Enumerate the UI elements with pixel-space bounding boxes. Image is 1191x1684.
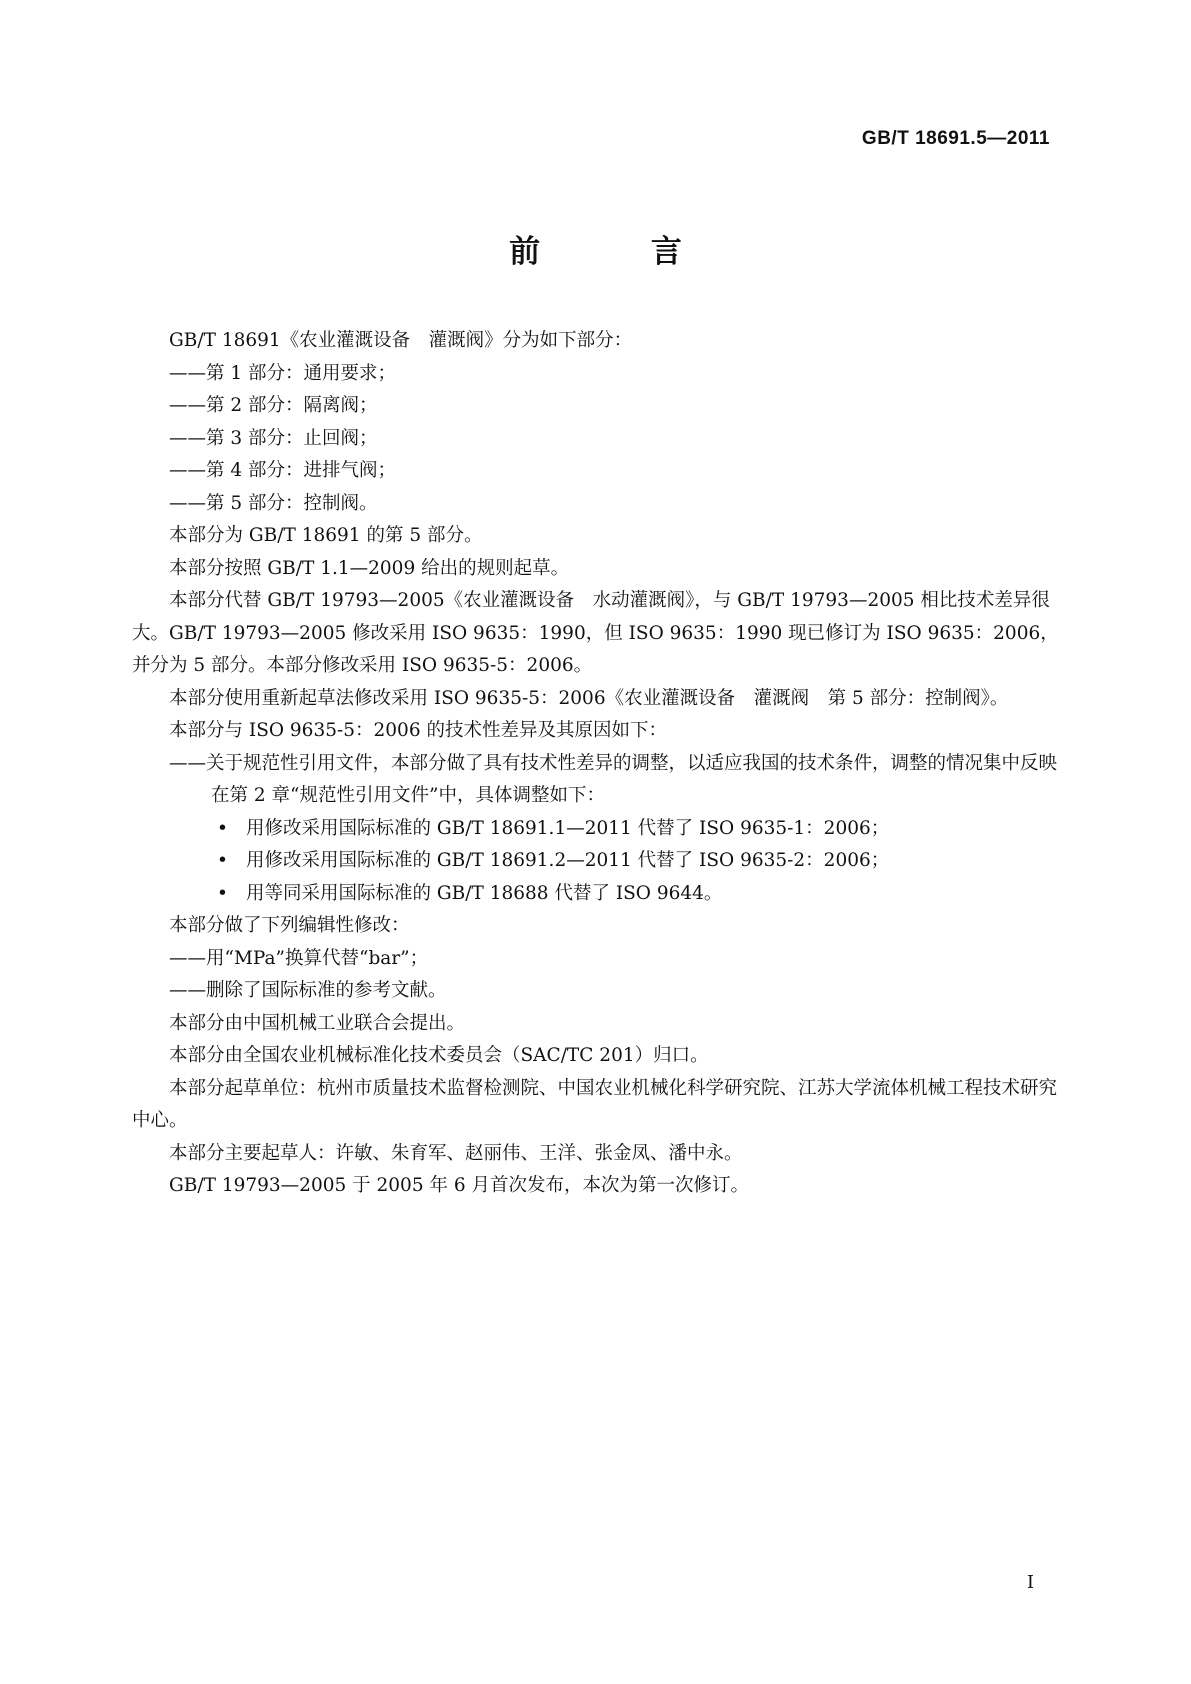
- page-number: I: [1026, 1572, 1034, 1593]
- list-item-editorial-2: ——删除了国际标准的参考文献。: [169, 980, 447, 1001]
- bullet-text: 用修改采用国际标准的 GB/T 18691.2—2011 代替了 ISO 9635-2：2006；: [246, 850, 890, 871]
- list-item-part-5: ——第 5 部分：控制阀。: [169, 492, 378, 514]
- bullet-item-1: [132, 813, 1064, 846]
- paragraph-drafters: 本部分主要起草人：许敏、朱育军、赵丽伟、王洋、张金凤、潘中永。: [169, 1142, 743, 1164]
- bullet-icon: •: [217, 850, 228, 871]
- paragraph-drafting-rules: 本部分按照 GB/T 1.1—2009 给出的规则起草。: [169, 557, 570, 579]
- bullet-text: 用修改采用国际标准的 GB/T 18691.1—2011 代替了 ISO 9635-1：2006；: [246, 817, 890, 839]
- paragraph-proposed-by: 本部分由中国机械工业联合会提出。: [169, 1012, 466, 1034]
- list-item-part-1: ——第 1 部分：通用要求；: [169, 362, 397, 384]
- bullet-text: 用等同采用国际标准的 GB/T 18688 代替了 ISO 9644。: [246, 882, 723, 904]
- page-title: 前 言: [509, 234, 732, 270]
- paragraph-redrafting: 本部分使用重新起草法修改采用 ISO 9635-5：2006《农业灌溉设备 灌溉阀 第 5 部分：控制阀》。: [169, 687, 1009, 709]
- paragraph-differences-intro: 本部分与 ISO 9635-5：2006 的技术性差异及其原因如下：: [169, 720, 667, 741]
- list-item-differences: ——关于规范性引用文件，本部分做了具有技术性差异的调整，以适应我国的技术条件，调整的情况集中反映在第 2 章“规范性引用文件”中，具体调整如下：: [169, 752, 1058, 806]
- list-item-part-4: ——第 4 部分：进排气阀；: [169, 460, 397, 481]
- paragraph-history: GB/T 19793—2005 于 2005 年 6 月首次发布，本次为第一次修订。: [169, 1175, 750, 1196]
- bullet-item-3: [132, 878, 1064, 911]
- list-item-editorial-1: ——用“MPa”换算代替“bar”；: [169, 947, 429, 969]
- paragraph-centralized-by: 本部分由全国农业机械标准化技术委员会（SAC/TC 201）归口。: [169, 1045, 709, 1066]
- bullet-icon: •: [217, 817, 228, 839]
- paragraph-editorial-intro: 本部分做了下列编辑性修改：: [169, 915, 410, 936]
- paragraph-replaces: 本部分代替 GB/T 19793—2005《农业灌溉设备 水动灌溉阀》，与 GB/T 19793—2005 相比技术差异很大。GB/T 19793—2005 修改采用 ISO 9635：1990，但 ISO 9635：1990 现已修订为 ISO 9635：2006，并分为 5 部分。本部分修改采用 ISO 9635-5：2006。: [132, 590, 1059, 676]
- paragraph-this-part: 本部分为 GB/T 18691 的第 5 部分。: [169, 525, 483, 546]
- bullet-icon: •: [217, 882, 228, 904]
- standard-number: GB/T 18691.5—2011: [861, 128, 1050, 149]
- list-item-part-2: ——第 2 部分：隔离阀；: [169, 395, 378, 416]
- paragraph-intro: GB/T 18691《农业灌溉设备 灌溉阀》分为如下部分：: [169, 330, 633, 351]
- foreword-body: [132, 325, 1064, 1203]
- paragraph-drafting-units: 本部分起草单位：杭州市质量技术监督检测院、中国农业机械化科学研究院、江苏大学流体机械工程技术研究中心。: [132, 1077, 1058, 1131]
- list-item-part-3: ——第 3 部分：止回阀；: [169, 427, 378, 449]
- bullet-item-2: [132, 845, 1064, 878]
